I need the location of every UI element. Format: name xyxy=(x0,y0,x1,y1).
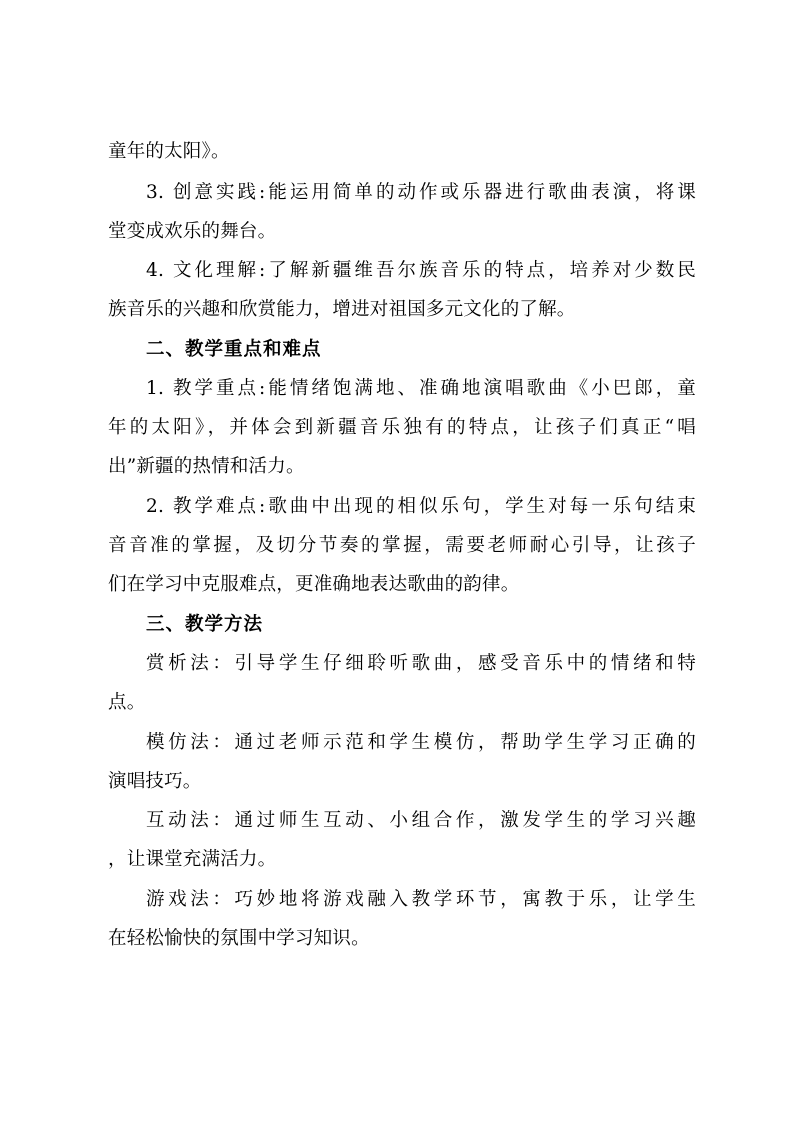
paragraph-line: 堂变成欢乐的舞台。 xyxy=(108,221,277,242)
section-heading: 三、教学方法 xyxy=(146,614,264,635)
paragraph-line: 3. 创意实践:能运用简单的动作或乐器进行歌曲表演，将课 xyxy=(146,182,696,203)
paragraph-line: 族音乐的兴趣和欣赏能力，增进对祖国多元文化的了解。 xyxy=(108,299,576,320)
paragraph-line: 模仿法：通过老师示范和学生模仿，帮助学生学习正确的 xyxy=(146,732,696,753)
paragraph-line: 赏析法：引导学生仔细聆听歌曲，感受音乐中的情绪和特 xyxy=(146,653,696,674)
paragraph-line: 童年的太阳》。 xyxy=(108,141,230,162)
paragraph-line: 4. 文化理解:了解新疆维吾尔族音乐的特点，培养对少数民 xyxy=(146,260,696,281)
paragraph-line: 们在学习中克服难点，更准确地表达歌曲的韵律。 xyxy=(108,574,520,595)
paragraph-line: ，让课堂充满活力。 xyxy=(108,849,277,870)
paragraph-line: 游戏法：巧妙地将游戏融入教学环节，寓教于乐，让学生 xyxy=(146,889,696,910)
paragraph-line: 在轻松愉快的氛围中学习知识。 xyxy=(108,928,370,949)
section-heading: 二、教学重点和难点 xyxy=(146,339,322,360)
paragraph-line: 出”新疆的热情和活力。 xyxy=(108,456,305,477)
paragraph-line: 音音准的掌握，及切分节奏的掌握，需要老师耐心引导，让孩子 xyxy=(108,535,696,556)
paragraph-line: 1. 教学重点:能情绪饱满地、准确地演唱歌曲《小巴郎，童 xyxy=(146,378,696,399)
paragraph-line: 演唱技巧。 xyxy=(108,771,202,792)
paragraph-line: 2. 教学难点:歌曲中出现的相似乐句，学生对每一乐句结束 xyxy=(146,496,696,517)
paragraph-line: 点。 xyxy=(108,692,146,713)
paragraph-line: 年的太阳》，并体会到新疆音乐独有的特点，让孩子们真正“唱 xyxy=(108,417,696,438)
paragraph-line: 互动法：通过师生互动、小组合作，激发学生的学习兴趣 xyxy=(146,810,696,831)
